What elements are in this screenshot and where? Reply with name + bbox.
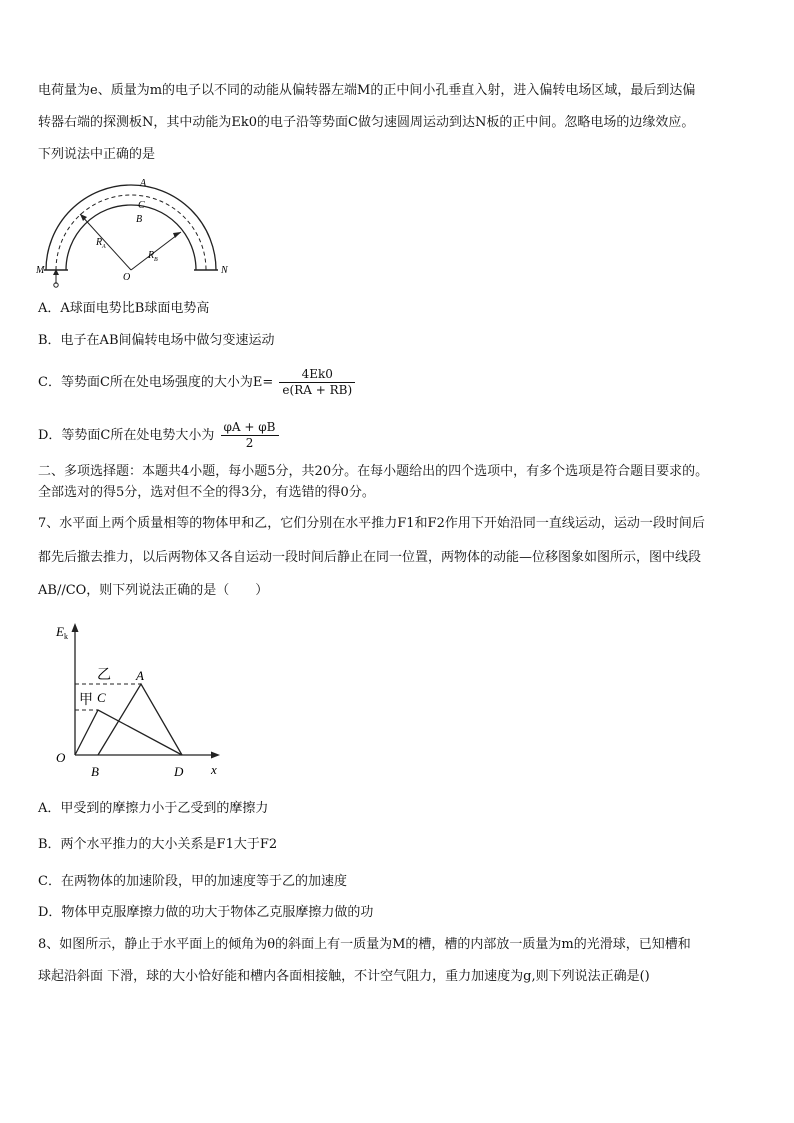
q6-option-a: A．A球面电势比B球面电势高 — [38, 301, 210, 316]
radius-ra — [80, 214, 131, 270]
label-a-point: A — [136, 668, 144, 683]
ek-x-graph — [50, 618, 230, 780]
q8-stem-line-1: 8、如图所示，静止于水平面上的倾角为θ的斜面上有一质量为M的槽，槽的内部放一质量为m的光滑球，已知槽和 — [38, 937, 691, 952]
q7-option-d: D．物体甲克服摩擦力做的功大于物体乙克服摩擦力做的功 — [38, 905, 374, 920]
label-o: O — [123, 272, 131, 283]
q7-stem-line-3: AB//CO，则下列说法正确的是（ ） — [38, 583, 269, 598]
deflector-figure — [36, 172, 236, 290]
label-m: M — [36, 265, 45, 276]
curve-yi — [98, 684, 182, 755]
q7-option-b: B．两个水平推力的大小关系是F1大于F2 — [38, 837, 278, 852]
label-yi: 乙 — [97, 668, 111, 683]
y-axis-arrow-icon — [72, 623, 79, 632]
q6-option-c-numerator: 4Ek0 — [279, 367, 355, 383]
label-ra-sub: A — [102, 244, 106, 250]
q6-option-c — [38, 367, 357, 398]
section-2-instructions-line-1: 二、多项选择题：本题共4小题，每小题5分，共20分。在每小题给出的四个选项中，有多个选项是符合题目要求的。 — [38, 464, 709, 479]
label-a: A — [140, 178, 147, 189]
label-c: C — [138, 200, 145, 211]
q6-stem-line-1: 电荷量为e、质量为m的电子以不同的动能从偏转器左端M的正中间小孔垂直入射，进入偏转电场区域，最后到达偏 — [38, 83, 696, 98]
label-ek: E — [56, 624, 64, 639]
label-b-point: B — [91, 764, 99, 779]
q7-stem-line-2: 都先后撤去推力，以后两物体又各自运动一段时间后静止在同一位置，两物体的动能—位移图象如图所示，图中线段 — [38, 550, 702, 565]
q7-option-a: A．甲受到的摩擦力小于乙受到的摩擦力 — [38, 801, 269, 816]
q6-option-c-fraction — [279, 367, 355, 398]
q6-stem-line-3: 下列说法中正确的是 — [38, 147, 156, 162]
q8-stem-line-2: 球起沿斜面 下滑，球的大小恰好能和槽内各面相接触，不计空气阻力，重力加速度为g,则下列说法正确是() — [38, 969, 650, 984]
label-x: x — [211, 762, 217, 777]
label-c-point: C — [97, 690, 106, 705]
q6-option-d-denominator: 2 — [245, 436, 254, 450]
section-2-instructions-line-2: 全部选对的得5分，选对但不全的得3分，有选错的得0分。 — [38, 485, 375, 500]
q6-option-c-denominator: e(RA + RB) — [282, 383, 353, 397]
q7-option-c: C．在两物体的加速阶段，甲的加速度等于乙的加速度 — [38, 874, 347, 889]
label-origin: O — [56, 750, 66, 765]
q6-option-d-fraction — [221, 420, 279, 451]
q6-option-d — [38, 420, 281, 451]
outer-arc-a — [46, 185, 216, 270]
q6-stem-line-2: 转器右端的探测板N，其中动能为Ek0的电子沿等势面C做匀速圆周运动到达N板的正中间。忽略电场的边缘效应。 — [38, 115, 695, 130]
inner-arc-b — [66, 205, 196, 270]
q6-option-d-prefix: D．等势面C所在处电势大小为 — [38, 428, 215, 443]
q6-option-b: B．电子在AB间偏转电场中做匀变速运动 — [38, 333, 275, 348]
curve-jia — [75, 710, 182, 755]
label-ra: R — [96, 237, 103, 248]
label-n: N — [221, 265, 228, 276]
label-rb: R — [148, 250, 155, 261]
label-b: B — [136, 214, 143, 225]
x-axis-arrow-icon — [211, 752, 220, 759]
q6-option-c-prefix: C．等势面C所在处电场强度的大小为E= — [38, 375, 274, 390]
q6-option-d-numerator: φA + φB — [221, 420, 279, 436]
label-rb-sub: B — [154, 257, 158, 263]
label-ek-sub: k — [64, 632, 68, 641]
label-d-point: D — [174, 764, 184, 779]
q7-stem-line-1: 7、水平面上两个质量相等的物体甲和乙，它们分别在水平推力F1和F2作用下开始沿同一直线运动，运动一段时间后 — [38, 516, 705, 531]
label-jia: 甲 — [79, 693, 93, 708]
radius-rb — [131, 232, 181, 270]
